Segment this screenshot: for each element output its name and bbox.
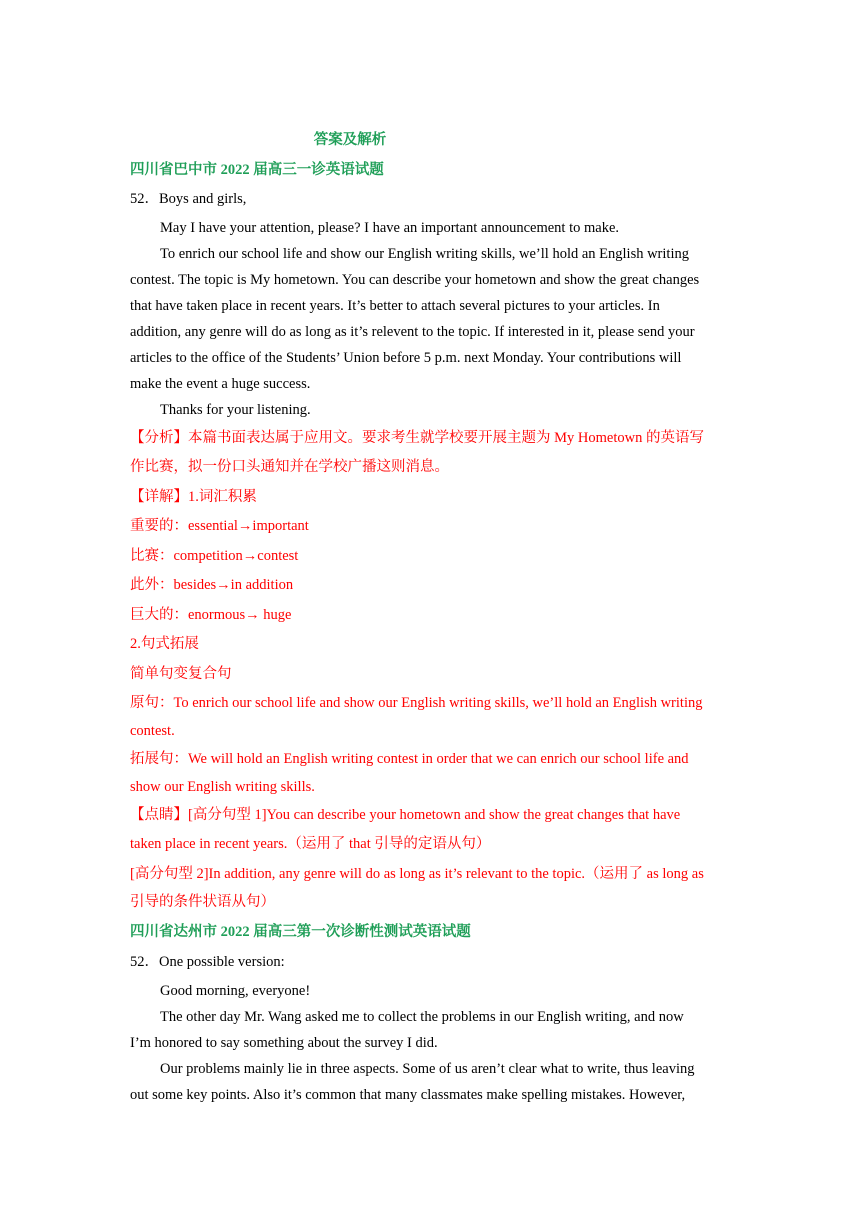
essay-line: May I have your attention, please? I have an important announcement to make. — [160, 220, 620, 236]
essay-line: Our problems mainly lie in three aspects. Some of us aren’t clear what to write, thus leaving — [160, 1061, 695, 1077]
essay-line: that have taken place in recent years. It’s better to attach several pictures to your articles. In — [130, 298, 660, 314]
detail-line: 巨大的：enormous→ huge — [130, 607, 292, 623]
detail-line: 2.句式拓展 — [130, 636, 199, 652]
analysis-line: 【分析】本篇书面表达属于应用文。要求考生就学校要开展主题为 My Hometown 的英语写 — [130, 430, 704, 446]
essay-line: articles to the office of the Students’ Union before 5 p.m. next Monday. Your contributions will — [130, 350, 682, 366]
essay-line: To enrich our school life and show our English writing skills, we’ll hold an English writing — [160, 246, 689, 262]
essay-line: make the event a huge success. — [130, 376, 311, 392]
detail-line: show our English writing skills. — [130, 779, 315, 795]
highlight-line: taken place in recent years.（运用了 that 引导的定语从句） — [130, 836, 491, 852]
section-heading-bazhong: 四川省巴中市 2022 届高三一诊英语试题 — [130, 162, 384, 178]
detail-line: contest. — [130, 723, 175, 739]
detail-line: 此外：besides→in addition — [130, 577, 294, 593]
detail-line: 拓展句：We will hold an English writing contest in order that we can enrich our school life and — [130, 751, 689, 767]
essay-line: contest. The topic is My hometown. You can describe your hometown and show the great changes — [130, 272, 700, 288]
question-number-52: 52．One possible version: — [130, 954, 285, 970]
detail-line: 原句：To enrich our school life and show our English writing skills, we’ll hold an English writing — [130, 695, 703, 711]
highlight-line: 【点睛】[高分句型 1]You can describe your hometown and show the great changes that have — [130, 807, 681, 823]
question-number-52: 52．Boys and girls, — [130, 191, 247, 207]
detail-line: 简单句变复合句 — [130, 666, 232, 682]
essay-line: addition, any genre will do as long as it’s relevent to the topic. If interested in it, please send your — [130, 324, 695, 340]
detail-line: 比赛：competition→contest — [130, 548, 299, 564]
essay-line: out some key points. Also it’s common that many classmates make spelling mistakes. However, — [130, 1087, 686, 1103]
essay-line: I’m honored to say something about the survey I did. — [130, 1035, 438, 1051]
essay-line: Good morning, everyone! — [160, 983, 311, 999]
section-heading-dazhou: 四川省达州市 2022 届高三第一次诊断性测试英语试题 — [130, 924, 471, 940]
essay-line: Thanks for your listening. — [160, 402, 311, 418]
analysis-line: 作比赛，拟一份口头通知并在学校广播这则消息。 — [130, 459, 449, 475]
highlight-line: [高分句型 2]In addition, any genre will do as long as it’s relevant to the topic.（运用了 as long as — [130, 866, 704, 882]
page-title: 答案及解析 — [313, 132, 387, 148]
detail-line: 【详解】1.词汇积累 — [130, 489, 257, 505]
detail-line: 重要的：essential→important — [130, 518, 309, 534]
essay-line: The other day Mr. Wang asked me to collect the problems in our English writing, and now — [160, 1009, 684, 1025]
highlight-line: 引导的条件状语从句） — [130, 894, 275, 910]
